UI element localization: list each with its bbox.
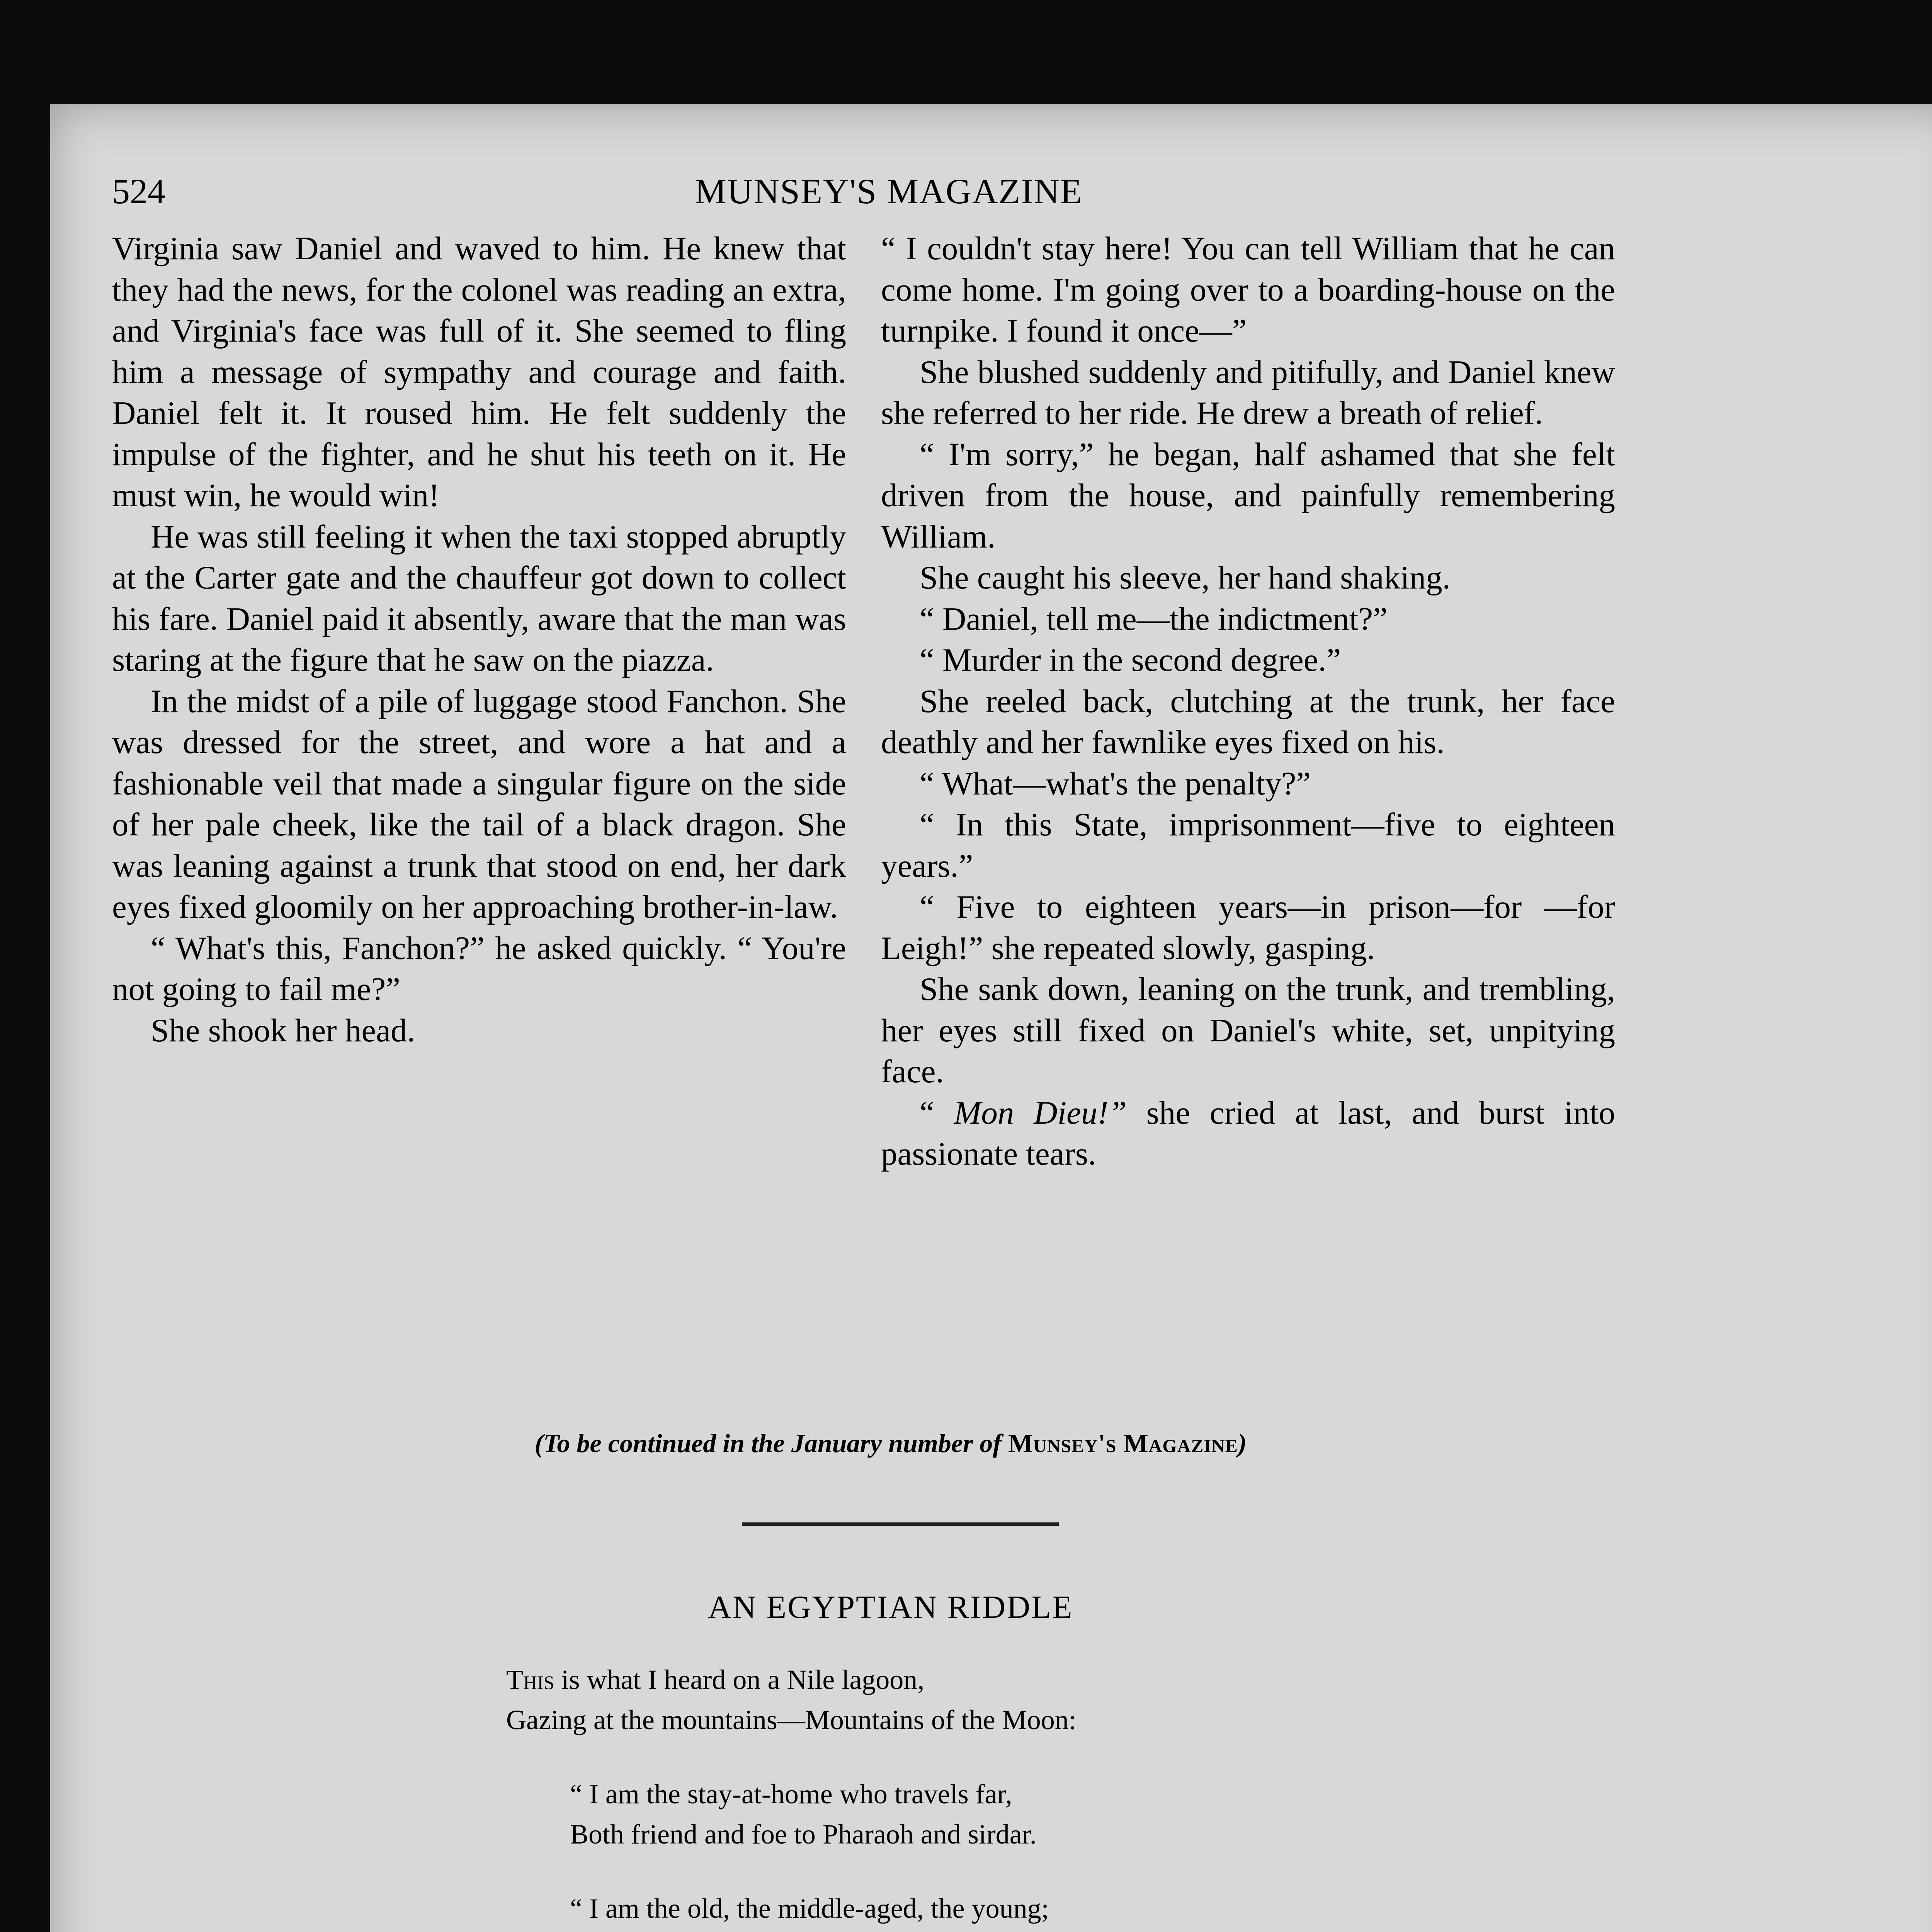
story-paragraph: “ I'm sorry,” he began, half ashamed that she felt driven from the house, and painfully remembering William. bbox=[881, 436, 1615, 555]
story-paragraph: “ What—what's the penalty?” bbox=[920, 765, 1311, 802]
story-paragraph: She shook her head. bbox=[151, 1012, 415, 1049]
continued-note: (To be continued in the January number of Munsey's Magazine) bbox=[534, 1429, 1247, 1458]
story-final-paragraph bbox=[881, 1092, 1615, 1175]
french-exclamation: Mon Dieu!” bbox=[954, 1094, 1127, 1131]
poem-line bbox=[570, 1929, 1588, 1932]
poem-opening-stanza bbox=[506, 1660, 1588, 1740]
story-right-column bbox=[881, 228, 1615, 1175]
poem-stanza bbox=[570, 1888, 1588, 1932]
story-paragraph: She sank down, leaning on the trunk, and trembling, her eyes still fixed on Daniel's white, set, unpitying face. bbox=[881, 971, 1615, 1090]
story-paragraph: “ Five to eighteen years—in prison—for —for Leigh!” she repeated slowly, gasping. bbox=[881, 889, 1615, 966]
poem-line: Both friend and foe to Pharaoh and sirdar. bbox=[570, 1819, 1037, 1850]
poem-body bbox=[506, 1660, 1588, 1932]
story-paragraph: In the midst of a pile of luggage stood Fanchon. She was dressed for the street, and wore a hat and a fashionable veil that made a singular figure on the side of her pale cheek, like the tail of a black dragon. She was leaning against a trunk that stood on end, her dark eyes fixed gloomily on her approaching brother-in-law. bbox=[112, 683, 846, 925]
magazine-title: MUNSEY'S MAGAZINE bbox=[695, 172, 1083, 211]
story-paragraph: She blushed suddenly and pitifully, and Daniel knew she referred to her ride. He drew a breath of relief. bbox=[881, 354, 1615, 431]
poem-line: “ I am the old, the middle-aged, the young; bbox=[570, 1893, 1049, 1924]
section-divider bbox=[742, 1522, 1059, 1526]
poem-line: “ I am the stay-at-home who travels far, bbox=[570, 1779, 1012, 1810]
story-paragraph: “ I couldn't stay here! You can tell William that he can come home. I'm going over to a boarding-house on the turnpike. I found it once—” bbox=[881, 230, 1615, 349]
final-paragraph-text: she cried at last, and burst into passionate tears. bbox=[881, 1094, 1615, 1172]
poem-line: Gazing at the mountains—Mountains of the Moon: bbox=[506, 1704, 1077, 1735]
poem-stanza bbox=[570, 1774, 1588, 1854]
story-paragraph: She caught his sleeve, her hand shaking. bbox=[920, 560, 1451, 596]
poem-title: AN EGYPTIAN RIDDLE bbox=[708, 1589, 1073, 1625]
open-quote: “ bbox=[920, 1094, 954, 1131]
continued-magazine-name: Munsey's Magazine bbox=[1008, 1429, 1238, 1458]
poem-first-word: This bbox=[506, 1664, 554, 1695]
story-paragraph: “ Daniel, tell me—the indictment?” bbox=[920, 600, 1388, 637]
story-paragraph: “ In this State, imprisonment—five to eighteen years.” bbox=[881, 806, 1615, 884]
story-paragraph: He was still feeling it when the taxi stopped abruptly at the Carter gate and the chauffeur got down to collect his fare. Daniel paid it absently, aware that the man was staring at the figure that he saw on the piazza. bbox=[112, 518, 846, 678]
running-head bbox=[112, 162, 1665, 220]
story-left-column bbox=[112, 228, 846, 1051]
story-paragraph: “ What's this, Fanchon?” he asked quickly. “ You're not going to fail me?” bbox=[112, 930, 846, 1007]
poem-line: This is what I heard on a Nile lagoon, bbox=[506, 1664, 925, 1695]
story-paragraph: “ Murder in the second degree.” bbox=[920, 642, 1341, 678]
story-paragraph: She reeled back, clutching at the trunk, her face deathly and her fawnlike eyes fixed on his. bbox=[881, 683, 1615, 760]
story-paragraph: Virginia saw Daniel and waved to him. He knew that they had the news, for the colonel was reading an extra, and Virginia's face was full of it. She seemed to fling him a message of sympathy and courage and faith. Daniel felt it. It roused him. He felt suddenly the impulse of the fighter, and he shut his teeth on it. He must win, he would win! bbox=[112, 230, 846, 514]
page-number: 524 bbox=[112, 172, 165, 211]
